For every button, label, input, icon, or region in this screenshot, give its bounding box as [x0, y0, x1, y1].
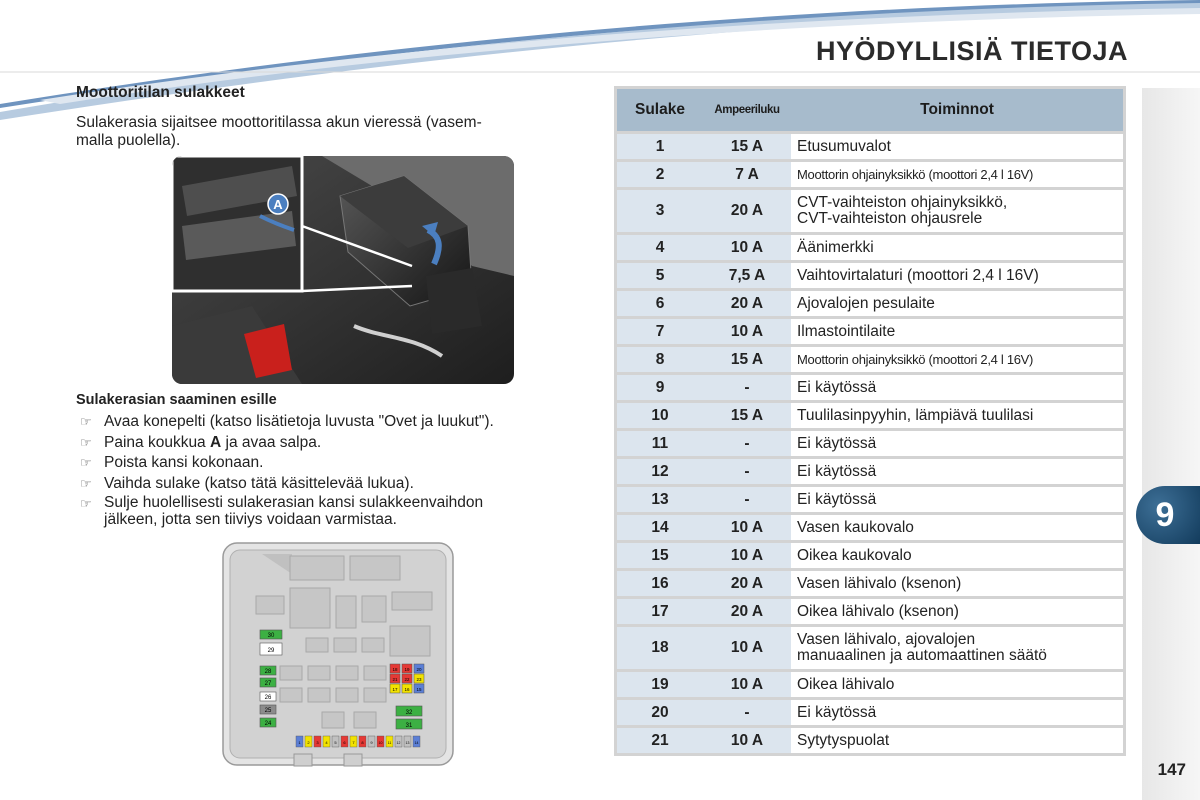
- step-item: [76, 453, 588, 474]
- fuse-function: [791, 190, 1123, 232]
- fuse-function-line: Oikea lähivalo (ksenon): [797, 602, 959, 620]
- fuse-function: [791, 291, 1123, 316]
- page-number: 147: [1157, 760, 1186, 779]
- fuse-number: 14: [617, 515, 703, 540]
- pointing-hand-icon: ☞: [80, 455, 92, 470]
- fuse-label: 25: [264, 708, 272, 714]
- step-text: Avaa konepelti (katso lisätietoja luvusta "Ovet ja luukut").: [104, 413, 494, 430]
- step-text: Sulje huolellisesti sulakerasian kansi sulakkeenvaihdon: [104, 494, 484, 511]
- fuse-amperage: 20 A: [703, 190, 791, 232]
- fuse-label: 13: [405, 741, 410, 745]
- table-row: [617, 571, 1123, 596]
- fuse-label: 4: [325, 740, 328, 745]
- fuse-number: 21: [617, 728, 703, 753]
- fuse-function-line: Tuulilasinpyyhin, lämpiävä tuulilasi: [797, 406, 1034, 424]
- fuse-amperage: 10 A: [703, 543, 791, 568]
- fuse-function: [791, 162, 1123, 187]
- engine-bay-photo: [172, 156, 514, 384]
- fuse-amperage: 10 A: [703, 319, 791, 344]
- table-row: [617, 162, 1123, 187]
- fuse-label: 23: [416, 677, 422, 682]
- fuse-amperage: -: [703, 375, 791, 400]
- fuse-amperage: 15 A: [703, 347, 791, 372]
- fuse-label: 11: [387, 741, 392, 745]
- fuse-number: 9: [617, 375, 703, 400]
- table-row: [617, 291, 1123, 316]
- table-row: [617, 403, 1123, 428]
- fuse-label: 27: [264, 681, 272, 687]
- table-row: [617, 728, 1123, 753]
- fuse-function: [791, 543, 1123, 568]
- pointing-hand-icon: ☞: [80, 434, 92, 450]
- fuse-label: 7: [352, 740, 355, 745]
- table-row: [617, 672, 1123, 697]
- fuse-number: 6: [617, 291, 703, 316]
- fuse-function: [791, 672, 1123, 697]
- fuse-function-line: manuaalinen ja automaattinen säätö: [797, 647, 1047, 664]
- fuse-amperage: -: [703, 431, 791, 456]
- pointing-hand-icon: ☞: [80, 475, 92, 491]
- fuse-label: 20: [416, 667, 422, 672]
- fuse-label: 14: [414, 741, 419, 745]
- step-text: jälkeen, jotta sen tiiviys voidaan varmistaa.: [104, 511, 397, 528]
- fuse-function-line: Ajovalojen pesulaite: [797, 294, 935, 312]
- fuse-amperage: 7 A: [703, 162, 791, 187]
- intro-line: Sulakerasia sijaitsee moottoritilassa akun vieressä (vasem-: [76, 114, 482, 131]
- table-row: [617, 459, 1123, 484]
- fuse-amperage: 20 A: [703, 599, 791, 624]
- fuse-label: 6: [343, 740, 346, 745]
- fuse-function-line: Ilmastointilaite: [797, 322, 896, 340]
- fuse-function: [791, 263, 1123, 288]
- section-title: Moottoritilan sulakkeet: [76, 84, 245, 101]
- table-row: [617, 263, 1123, 288]
- fuse-function-line: Moottorin ohjainyksikkö (moottori 2,4 l 16V): [797, 166, 1034, 182]
- fuse-function-line: Etusumuvalot: [797, 137, 891, 155]
- table-row: [617, 375, 1123, 400]
- fuse-function-line: Ei käytössä: [797, 703, 877, 721]
- fuse-label: 10: [378, 741, 383, 745]
- fuse-function-line: Ei käytössä: [797, 378, 877, 396]
- fuse-number: 8: [617, 347, 703, 372]
- page-title: HYÖDYLLISIÄ TIETOJA: [815, 36, 1128, 66]
- fuse-label: 5: [334, 740, 337, 745]
- fuse-label: 32: [405, 710, 413, 716]
- fuse-number: 16: [617, 571, 703, 596]
- steps-title: Sulakerasian saaminen esille: [76, 392, 277, 408]
- fuse-function-line: Oikea lähivalo: [797, 675, 895, 693]
- fuse-amperage: 7,5 A: [703, 263, 791, 288]
- table-row: [617, 543, 1123, 568]
- fuse-function: [791, 375, 1123, 400]
- step-text: ja avaa salpa.: [221, 433, 322, 451]
- column-header-functions: Toiminnot: [791, 89, 1123, 131]
- fuse-function-line: Vaihtovirtalaturi (moottori 2,4 l 16V): [797, 266, 1039, 284]
- fuse-number: 1: [617, 134, 703, 159]
- fuse-number: 5: [617, 263, 703, 288]
- fuse-label: 29: [267, 648, 275, 654]
- table-row: [617, 700, 1123, 725]
- fuse-number: 11: [617, 431, 703, 456]
- fuse-amperage: 10 A: [703, 672, 791, 697]
- fuse-amperage: 10 A: [703, 627, 791, 669]
- table-row: [617, 599, 1123, 624]
- table-row: [617, 347, 1123, 372]
- fuse-label: 24: [264, 721, 272, 727]
- fuse-number: 17: [617, 599, 703, 624]
- fuse-table-body: [617, 134, 1123, 753]
- table-row: [617, 515, 1123, 540]
- fuse-label: 16: [404, 687, 410, 692]
- fuse-function-line: Äänimerkki: [797, 238, 874, 256]
- fuse-number: 19: [617, 672, 703, 697]
- fuse-label: 8: [361, 740, 364, 745]
- fuse-function: [791, 700, 1123, 725]
- fuse-number: 2: [617, 162, 703, 187]
- fuse-table: [614, 86, 1126, 756]
- fuse-amperage: 20 A: [703, 571, 791, 596]
- fuse-function-line: Vasen lähivalo, ajovalojen: [797, 631, 976, 648]
- fuse-box-diagram: [222, 542, 454, 774]
- fuse-function-line: Vasen lähivalo (ksenon): [797, 574, 962, 592]
- fuse-label: 1: [298, 740, 301, 745]
- fuse-number: 12: [617, 459, 703, 484]
- column-header-amperage: Ampeeriluku: [703, 89, 791, 131]
- fuse-function-line: Sytytyspuolat: [797, 731, 890, 749]
- fuse-function-line: Ei käytössä: [797, 462, 877, 480]
- pointing-hand-icon: ☞: [80, 414, 92, 429]
- table-row: [617, 487, 1123, 512]
- fuse-function: [791, 599, 1123, 624]
- fuse-number: 7: [617, 319, 703, 344]
- table-row: [617, 134, 1123, 159]
- step-text: Poista kansi kokonaan.: [104, 454, 264, 471]
- fuse-number: 10: [617, 403, 703, 428]
- fuse-function: [791, 571, 1123, 596]
- fuse-number: 15: [617, 543, 703, 568]
- fuse-function-line: CVT-vaihteiston ohjausrele: [797, 210, 983, 227]
- fuse-label: 12: [396, 741, 401, 745]
- fuse-amperage: 20 A: [703, 291, 791, 316]
- fuse-label: 21: [392, 677, 398, 682]
- fuse-label: 15: [416, 687, 422, 692]
- intro-text: [76, 114, 586, 150]
- step-item: [76, 494, 588, 528]
- table-row: [617, 235, 1123, 260]
- fuse-function: [791, 459, 1123, 484]
- photo-label-a: A: [273, 197, 283, 212]
- step-text-bold: A: [210, 433, 222, 451]
- column-header-fuse: Sulake: [617, 89, 703, 131]
- fuse-function-line: Ei käytössä: [797, 490, 877, 508]
- fuse-amperage: 10 A: [703, 728, 791, 753]
- step-text: Paina koukkua: [104, 433, 210, 451]
- fuse-function: [791, 487, 1123, 512]
- fuse-amperage: -: [703, 700, 791, 725]
- table-row: [617, 319, 1123, 344]
- fuse-function: [791, 134, 1123, 159]
- fuse-amperage: 10 A: [703, 235, 791, 260]
- fuse-label: 30: [267, 633, 275, 639]
- fuse-number: 20: [617, 700, 703, 725]
- fuse-label: 28: [264, 669, 272, 675]
- fuse-label: 3: [316, 740, 319, 745]
- fuse-label: 9: [370, 740, 373, 745]
- fuse-label: 19: [404, 667, 410, 672]
- step-item: [76, 412, 588, 433]
- fuse-number: 3: [617, 190, 703, 232]
- fuse-function: [791, 319, 1123, 344]
- fuse-number: 18: [617, 627, 703, 669]
- fuse-number: 4: [617, 235, 703, 260]
- fuse-function-line: Moottorin ohjainyksikkö (moottori 2,4 l 16V): [797, 351, 1034, 367]
- fuse-function: [791, 515, 1123, 540]
- margin-band: [1142, 88, 1200, 800]
- step-item: [76, 474, 588, 495]
- fuse-function-line: Ei käytössä: [797, 434, 877, 452]
- fuse-function: [791, 431, 1123, 456]
- fuse-amperage: -: [703, 459, 791, 484]
- step-item: [76, 433, 588, 454]
- steps-list: [76, 412, 588, 528]
- table-row: [617, 190, 1123, 232]
- fuse-label: 26: [264, 695, 272, 701]
- fuse-number: 13: [617, 487, 703, 512]
- fuse-amperage: -: [703, 487, 791, 512]
- fuse-label: 2: [307, 740, 310, 745]
- fuse-label: 18: [392, 667, 398, 672]
- pointing-hand-icon: ☞: [80, 496, 92, 511]
- fuse-label: 17: [392, 687, 398, 692]
- table-row: [617, 627, 1123, 669]
- table-row: [617, 431, 1123, 456]
- fuse-label: 22: [404, 677, 410, 682]
- fuse-function-line: Oikea kaukovalo: [797, 546, 912, 564]
- fuse-label: 31: [405, 723, 413, 729]
- fuse-amperage: 15 A: [703, 403, 791, 428]
- chapter-tab: [1136, 486, 1200, 544]
- chapter-number: 9: [1155, 495, 1175, 534]
- fuse-function: [791, 235, 1123, 260]
- fuse-amperage: 10 A: [703, 515, 791, 540]
- table-header-row: [617, 89, 1123, 131]
- fuse-function: [791, 728, 1123, 753]
- fuse-function: [791, 403, 1123, 428]
- intro-line: malla puolella).: [76, 132, 181, 149]
- fuse-amperage: 15 A: [703, 134, 791, 159]
- step-text: Vaihda sulake (katso tätä käsittelevää lukua).: [104, 474, 414, 492]
- fuse-function-line: Vasen kaukovalo: [797, 518, 914, 536]
- fuse-function: [791, 347, 1123, 372]
- fuse-function: [791, 627, 1123, 669]
- fuse-function-line: CVT-vaihteiston ohjainyksikkö,: [797, 194, 1008, 211]
